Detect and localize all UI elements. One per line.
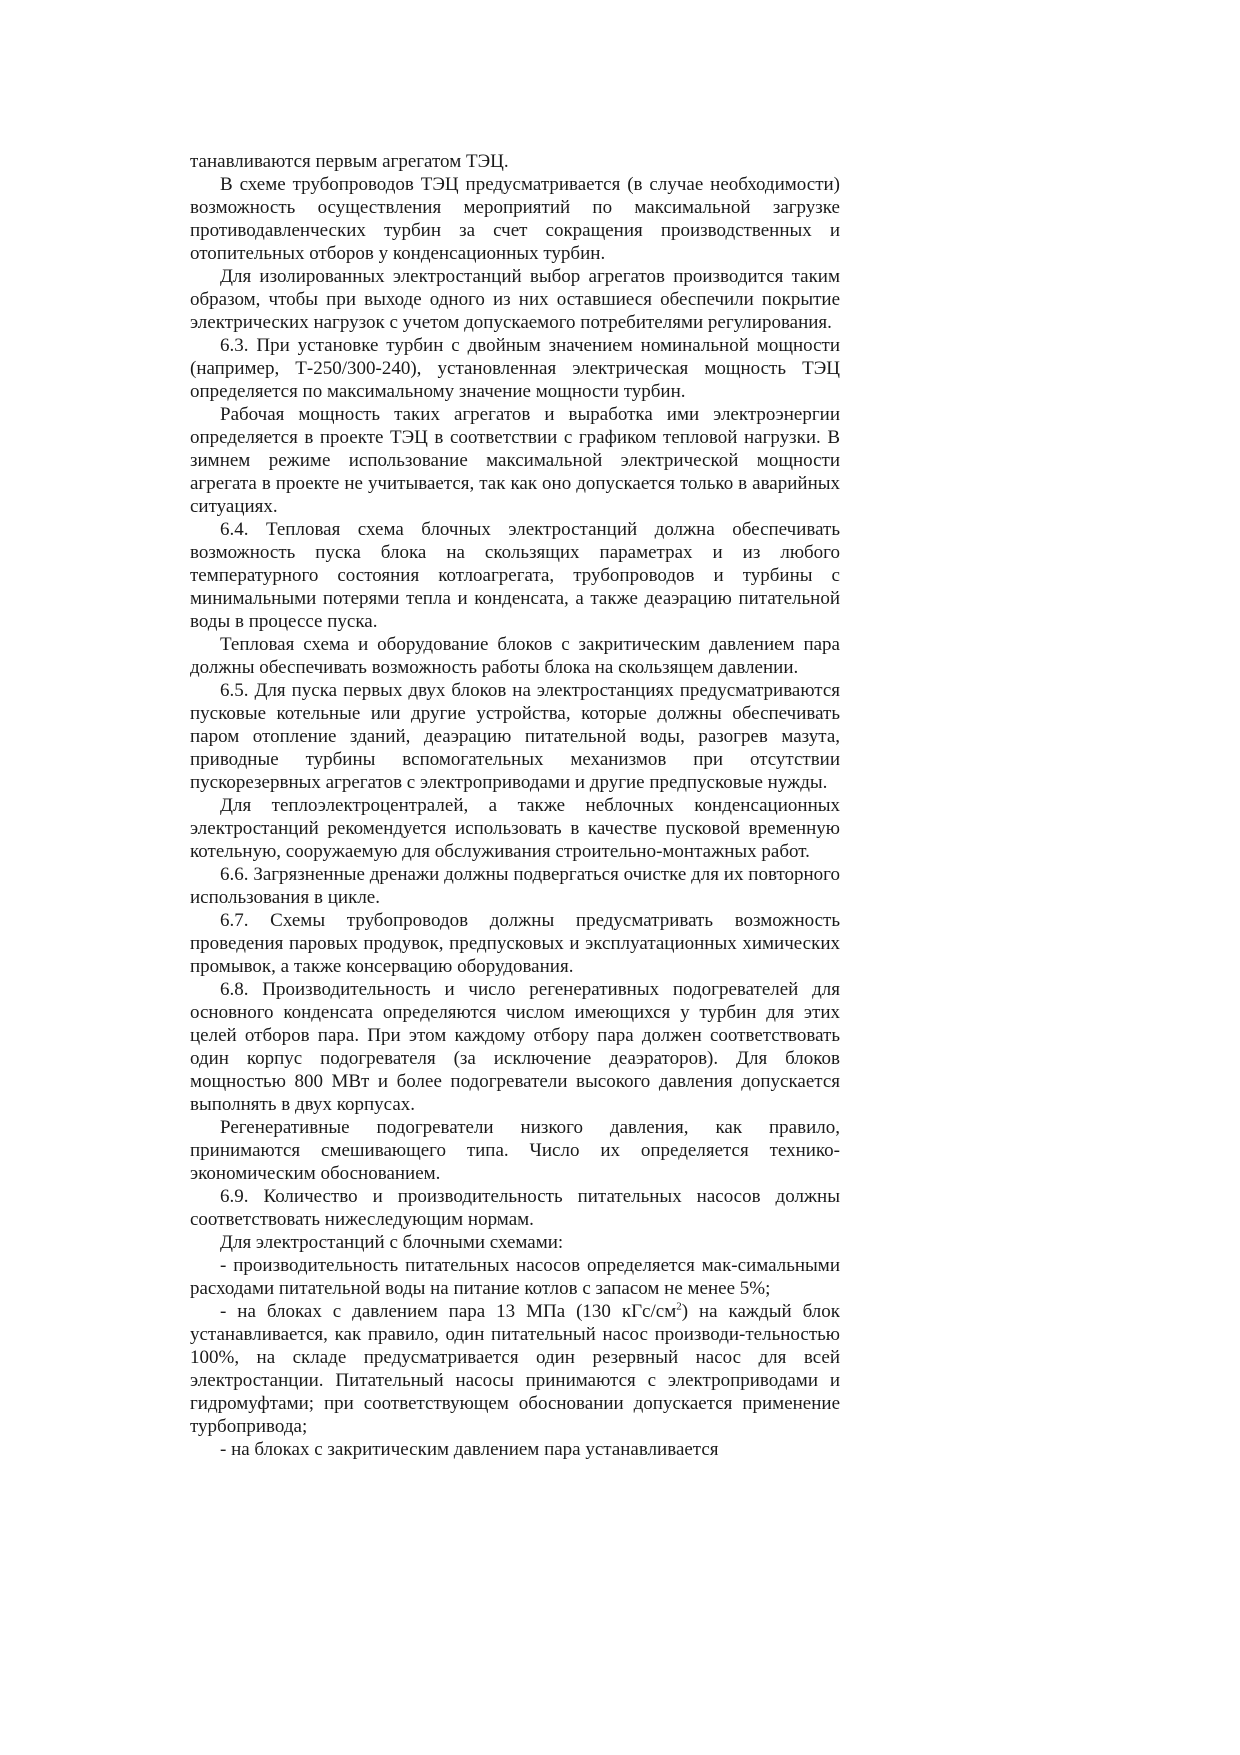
paragraph-6-5: 6.5. Для пуска первых двух блоков на электростанциях предусматриваются пусковые котельные или другие устройства, которые должны обеспечивать паром отопление зданий, деаэрацию питательной воды, разогрев мазута, приводные турбины вспомогательных механизмов при отсутствии пускорезервных агрегатов с электроприводами и другие предпусковые нужды. <box>190 680 840 793</box>
paragraph-7: Тепловая схема и оборудование блоков с закритическим давлением пара должны обеспечивать возможность работы блока на скользящем давлении. <box>190 634 840 678</box>
paragraph-6-7: 6.7. Схемы трубопроводов должны предусматривать возможность проведения паровых продувок, предпусковых и эксплуатационных химических промывок, а также консервацию оборудования. <box>190 910 840 977</box>
paragraph-17-end: ) на каждый блок устанавливается, как правило, один питательный насос производи-тельностью 100%, на складе предусматривается один резервный насос для всей электростанции. Питательный насосы принимаются с электроприводами и гидромуфтами; при соответствующем обосновании допускается применение турбопривода; <box>190 1301 840 1437</box>
paragraph-6-8: 6.8. Производительность и число регенеративных подогревателей для основного конденсата определяются числом имеющихся у турбин для этих целей отборов пара. При этом каждому отбору пара должен соответствовать один корпус подогревателя (за исключение деаэраторов). Для блоков мощностью 800 МВт и более подогреватели высокого давления допускается выполнять в двух корпусах. <box>190 979 840 1115</box>
paragraph-6-3: 6.3. При установке турбин с двойным значением номинальной мощности (например, Т-250/300-240), установленная электрическая мощность ТЭЦ определяется по максимальному значение мощности турбин. <box>190 335 840 402</box>
paragraph-6-6: 6.6. Загрязненные дренажи должны подвергаться очистке для их повторного использования в цикле. <box>190 864 840 908</box>
document-body <box>190 150 840 1461</box>
paragraph-6-9: 6.9. Количество и производительность питательных насосов должны соответствовать нижеследующим нормам. <box>190 1186 840 1230</box>
paragraph-2: В схеме трубопроводов ТЭЦ предусматривается (в случае необходимости) возможность осуществления мероприятий по максимальной загрузке противодавленческих турбин за счет сокращения производственных и отопительных отборов у конденсационных турбин. <box>190 174 840 264</box>
paragraph-17-start: - на блоках с давлением пара 13 МПа (130 кГс/см <box>220 1301 677 1322</box>
paragraph-9: Для теплоэлектроцентралей, а также неблочных конденсационных электростанций рекомендуется использовать в качестве пусковой временную котельную, сооружаемую для обслуживания строительно-монтажных работ. <box>190 795 840 862</box>
superscript-2: 2 <box>676 1300 682 1313</box>
paragraph-13: Регенеративные подогреватели низкого давления, как правило, принимаются смешивающего типа. Число их определяется технико-экономическим обоснованием. <box>190 1117 840 1184</box>
paragraph-3: Для изолированных электростанций выбор агрегатов производится таким образом, чтобы при выходе одного из них оставшиеся обеспечили покрытие электрических нагрузок с учетом допускаемого потребителями регулирования. <box>190 266 840 333</box>
paragraph-6-4: 6.4. Тепловая схема блочных электростанций должна обеспечивать возможность пуска блока на скользящих параметрах и из любого температурного состояния котлоагрегата, трубопроводов и турбины с минимальными потерями тепла и конденсата, а также деаэрацию питательной воды в процессе пуска. <box>190 519 840 632</box>
paragraph-16: - производительность питательных насосов определяется мак-симальными расходами питательной воды на питание котлов с запасом не менее 5%; <box>190 1255 840 1299</box>
paragraph-5: Рабочая мощность таких агрегатов и выработка ими электроэнергии определяется в проекте ТЭЦ в соответствии с графиком тепловой нагрузки. В зимнем режиме использование максимальной электрической мощности агрегата в проекте не учитывается, так как оно допускается только в аварийных ситуациях. <box>190 404 840 517</box>
paragraph-1: танавливаются первым агрегатом ТЭЦ. <box>190 151 509 172</box>
paragraph-15: Для электростанций с блочными схемами: <box>220 1232 564 1253</box>
paragraph-17 <box>190 1300 840 1438</box>
paragraph-18: - на блоках с закритическим давлением пара устанавливается <box>220 1439 719 1460</box>
